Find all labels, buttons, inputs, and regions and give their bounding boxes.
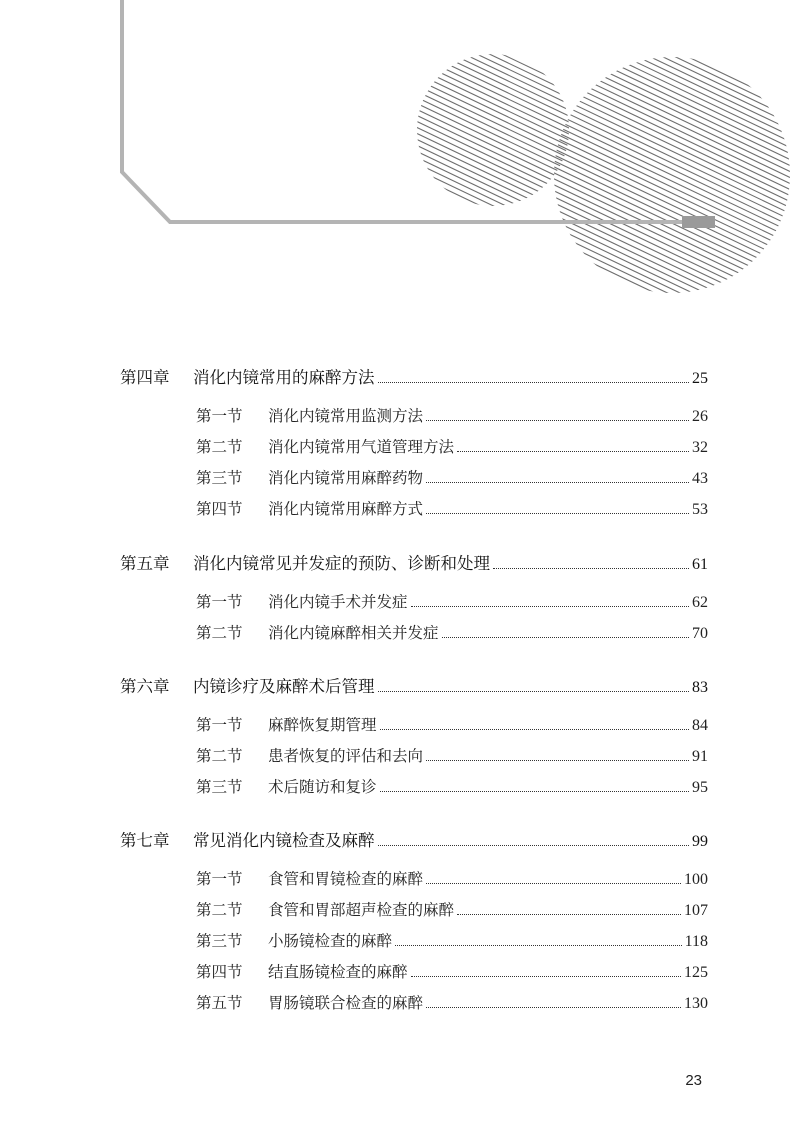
- section-entry: [196, 892, 708, 920]
- section-entry-num: 第二节: [196, 747, 243, 765]
- chapter-entry-page: 25: [692, 370, 708, 387]
- hatch-line: [429, 199, 627, 293]
- section-entry-title: 消化内镜常用监测方法: [268, 407, 424, 425]
- leader-dots: [426, 482, 689, 483]
- section-entry: [196, 460, 708, 488]
- header-decoration: [0, 0, 800, 320]
- hatch-line: [567, 263, 800, 320]
- section-entry-title: 小肠镜检查的麻醉: [268, 932, 393, 950]
- section-entry-page: 118: [684, 933, 708, 950]
- section-entry-num: 第三节: [196, 778, 243, 796]
- chapter-entry-num: 第四章: [120, 368, 170, 387]
- hatch-line: [481, 0, 788, 122]
- frame-line: [122, 0, 682, 222]
- section-entry-num: 第四节: [196, 963, 243, 981]
- section-entry-num: 第一节: [196, 716, 243, 734]
- leader-dots: [378, 845, 690, 846]
- hatch-line: [466, 0, 773, 73]
- hatch-line: [417, 157, 615, 251]
- section-entry-title: 食管和胃部超声检查的麻醉: [268, 901, 455, 919]
- hatched-circle-large: [462, 0, 800, 320]
- hatch-line: [383, 45, 581, 139]
- hatch-line: [400, 101, 598, 195]
- leader-dots: [378, 382, 690, 383]
- section-entry-num: 第二节: [196, 438, 243, 456]
- chapter-entry-title: 消化内镜常见并发症的预防、诊断和处理: [193, 554, 490, 573]
- hatch-line: [406, 122, 604, 216]
- section-entry-title: 患者恢复的评估和去向: [268, 747, 424, 765]
- section-entry-title: 麻醉恢复期管理: [268, 716, 377, 734]
- section-entry-num: 第二节: [196, 624, 243, 642]
- hatch-line: [368, 0, 566, 91]
- section-entry-title: 食管和胃镜检查的麻醉: [268, 870, 424, 888]
- chapter-entry-title: 内镜诊疗及麻醉术后管理: [193, 677, 375, 696]
- section-entry: [196, 707, 708, 735]
- section-entry-page: 53: [692, 501, 708, 518]
- leader-dots: [411, 976, 681, 977]
- hatch-line: [423, 178, 621, 272]
- section-entry-page: 91: [692, 748, 708, 765]
- hatch-line: [379, 31, 577, 125]
- hatch-line: [468, 0, 775, 80]
- section-entry: [196, 429, 708, 457]
- leader-dots: [442, 637, 689, 638]
- section-entry-title: 消化内镜常用麻醉方式: [268, 500, 424, 518]
- hatch-line: [375, 17, 573, 111]
- section-entry-num: 第一节: [196, 407, 243, 425]
- section-entry-page: 84: [692, 717, 708, 734]
- section-entry: [196, 923, 708, 951]
- leader-dots: [380, 791, 689, 792]
- section-entry-title: 消化内镜常用麻醉药物: [268, 469, 424, 487]
- frame-tab: [682, 216, 715, 228]
- hatch-line: [387, 59, 585, 153]
- section-entry: [196, 491, 708, 519]
- hatch-line: [554, 221, 800, 320]
- leader-dots: [426, 1007, 681, 1008]
- hatch-line: [573, 284, 800, 320]
- section-entry-title: 消化内镜手术并发症: [268, 593, 408, 611]
- chapter-entry: [120, 546, 708, 574]
- section-entry-num: 第三节: [196, 932, 243, 950]
- hatch-line: [370, 3, 568, 97]
- section-entry-page: 26: [692, 408, 708, 425]
- section-entry-page: 130: [684, 995, 708, 1012]
- hatch-line: [464, 0, 771, 66]
- section-entry-num: 第一节: [196, 593, 243, 611]
- section-entry-page: 95: [692, 779, 708, 796]
- leader-dots: [457, 451, 689, 452]
- hatch-line: [425, 185, 623, 279]
- chapter-entry-page: 61: [692, 556, 708, 573]
- chapter-entry-page: 83: [692, 679, 708, 696]
- hatch-line: [358, 0, 556, 56]
- chapter-entry: [120, 823, 708, 851]
- hatch-line: [404, 115, 602, 209]
- leader-dots: [426, 513, 689, 514]
- leader-dots: [426, 883, 681, 884]
- section-entry-page: 62: [692, 594, 708, 611]
- section-entry: [196, 954, 708, 982]
- leader-dots: [378, 691, 690, 692]
- chapter-entry-page: 99: [692, 833, 708, 850]
- section-entry-title: 胃肠镜联合检查的麻醉: [268, 994, 424, 1012]
- leader-dots: [426, 420, 689, 421]
- hatch-line: [427, 192, 625, 286]
- hatch-line: [360, 0, 558, 63]
- section-entry-page: 107: [684, 902, 708, 919]
- hatch-line: [487, 0, 794, 143]
- hatch-line: [479, 0, 786, 115]
- chapter-entry-title: 常见消化内镜检查及麻醉: [193, 831, 375, 850]
- section-entry-page: 43: [692, 470, 708, 487]
- section-entry-title: 消化内镜麻醉相关并发症: [268, 624, 439, 642]
- section-entry-num: 第四节: [196, 500, 243, 518]
- hatch-line: [402, 108, 600, 202]
- hatch-line: [393, 80, 591, 174]
- section-entry: [196, 861, 708, 889]
- hatch-line: [462, 0, 769, 59]
- section-entry: [196, 738, 708, 766]
- chapter-entry: [120, 669, 708, 697]
- page-number: 23: [685, 1072, 702, 1089]
- leader-dots: [457, 914, 681, 915]
- hatch-line: [489, 4, 796, 150]
- leader-dots: [395, 945, 682, 946]
- section-entry-num: 第三节: [196, 469, 243, 487]
- section-entry-num: 第一节: [196, 870, 243, 888]
- section-entry: [196, 584, 708, 612]
- hatch-line: [475, 0, 782, 101]
- section-entry: [196, 615, 708, 643]
- leader-dots: [426, 760, 689, 761]
- hatch-line: [372, 10, 570, 104]
- hatch-line: [408, 129, 606, 223]
- hatch-line: [381, 38, 579, 132]
- leader-dots: [411, 606, 689, 607]
- section-entry: [196, 769, 708, 797]
- chapter-entry-num: 第七章: [120, 831, 170, 850]
- hatch-line: [385, 52, 583, 146]
- hatch-line: [493, 18, 800, 164]
- section-entry-page: 32: [692, 439, 708, 456]
- section-entry-title: 消化内镜常用气道管理方法: [268, 438, 455, 456]
- leader-dots: [493, 568, 689, 569]
- chapter-entry-title: 消化内镜常用的麻醉方法: [193, 368, 375, 387]
- hatch-line: [559, 235, 800, 320]
- section-entry-page: 100: [684, 871, 708, 888]
- section-entry-title: 结直肠镜检查的麻醉: [268, 963, 408, 981]
- hatch-line: [396, 87, 594, 181]
- chapter-entry-num: 第五章: [120, 554, 170, 573]
- hatch-line: [419, 164, 617, 258]
- section-entry-page: 125: [684, 964, 708, 981]
- hatch-line: [377, 24, 575, 118]
- chapter-entry-num: 第六章: [120, 677, 170, 696]
- hatch-line: [362, 0, 560, 70]
- hatch-line: [414, 150, 612, 244]
- section-entry: [196, 985, 708, 1013]
- section-entry-title: 术后随访和复诊: [268, 778, 377, 796]
- chapter-entry: [120, 360, 708, 388]
- hatch-line: [496, 25, 800, 171]
- hatch-line: [410, 136, 608, 230]
- hatch-line: [498, 32, 800, 178]
- section-entry-page: 70: [692, 625, 708, 642]
- hatch-line: [366, 0, 564, 84]
- section-entry: [196, 398, 708, 426]
- section-entry-num: 第五节: [196, 994, 243, 1012]
- hatch-line: [421, 171, 619, 265]
- section-entry-num: 第二节: [196, 901, 243, 919]
- hatch-line: [491, 11, 798, 157]
- leader-dots: [380, 729, 689, 730]
